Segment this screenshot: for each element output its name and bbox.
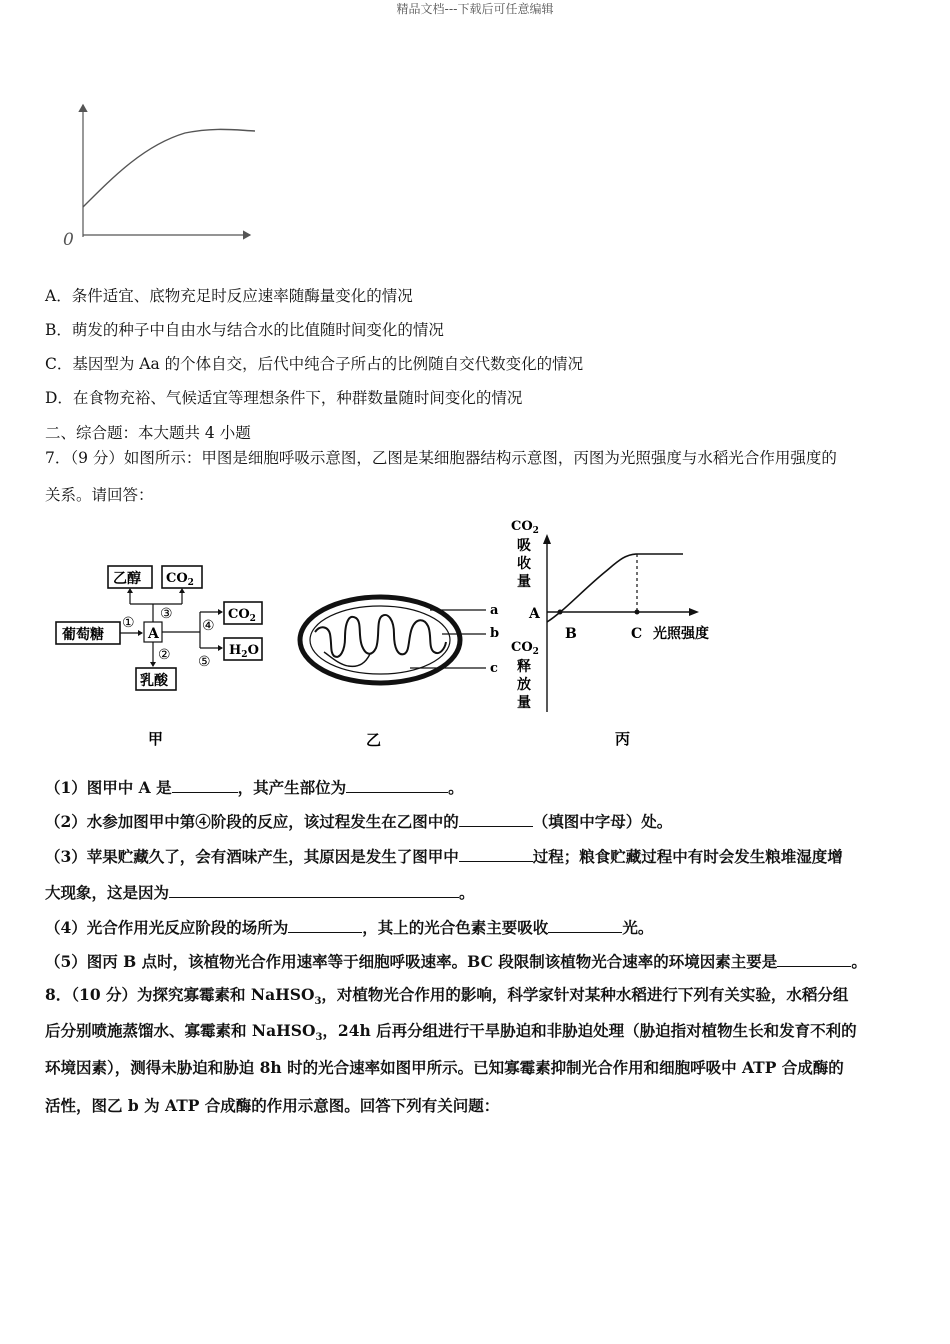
q7-sub5-text-b: 。 (851, 952, 867, 971)
co2-down-label: CO (511, 640, 533, 655)
q8-line2 (45, 1021, 857, 1048)
label-c: c (490, 661, 498, 676)
ethanol-label: 乙醇 (113, 571, 141, 587)
blank-3b[interactable] (169, 881, 459, 898)
x-axis-label: 光照强度 (653, 626, 709, 642)
header-watermark: 精品文档---下载后可任意编辑 (396, 2, 554, 16)
down-2: 放 (517, 677, 531, 693)
caption-bing: 丙 (615, 730, 631, 748)
q8-line3: 环境因素），测得未胁迫和胁迫 8h 时的光合速率如图甲所示。已知寡霉素抑制光合作用和细胞呼吸中 ATP 合成酶的 (45, 1058, 844, 1077)
q8-line1-a: 8．（10 分）为探究寡霉素和 NaHSO (45, 985, 315, 1004)
q7-sub4-text-b: ，其上的光合色素主要吸收 (362, 918, 549, 937)
caption-yi: 乙 (366, 731, 382, 749)
q7-sub3-text-c: 大现象，这是因为 (45, 883, 170, 902)
option-a: A．条件适宜、底物充足时反应速率随酶量变化的情况 (45, 287, 413, 305)
q7-sub3-text-a: （3）苹果贮藏久了，会有酒味产生，其原因是发生了图甲中 (45, 847, 459, 866)
q7-sub3 (45, 845, 843, 867)
blank-3a[interactable] (459, 845, 533, 862)
node-a-label: A (148, 626, 159, 642)
co2-up-sub: 2 (532, 526, 539, 536)
blank-5[interactable] (777, 950, 851, 967)
q7-sub5-text-a: （5）图丙 B 点时，该植物光合作用速率等于细胞呼吸速率。BC 段限制该植物光合速率的环境因素主要是 (45, 952, 778, 971)
down-1: 释 (517, 659, 531, 675)
co2-right-label: CO (228, 607, 250, 622)
co2-down-sub: 2 (532, 647, 539, 657)
step-3: ③ (160, 606, 173, 622)
q7-sub1-text-b: ，其产生部位为 (237, 778, 347, 797)
up-1: 吸 (517, 538, 531, 554)
blank-1b[interactable] (346, 776, 448, 793)
option-b: B．萌发的种子中自由水与结合水的比值随时间变化的情况 (45, 321, 444, 339)
q7-sub5 (45, 950, 867, 972)
h2o-o: O (247, 643, 259, 658)
point-a: A (529, 606, 540, 622)
co2-right-sub: 2 (249, 614, 256, 624)
h2o-label: H (229, 643, 242, 658)
origin-label: 0 (63, 230, 74, 250)
blank-1a[interactable] (172, 776, 238, 793)
point-c: C (631, 626, 643, 642)
option-d: D．在食物充裕、气候适宜等理想条件下，种群数量随时间变化的情况 (45, 389, 523, 407)
step-5: ⑤ (198, 654, 211, 670)
q7-sub3-cont (45, 881, 475, 903)
option-c: C．基因型为 Aa 的个体自交，后代中纯合子所占的比例随自交代数变化的情况 (45, 355, 584, 373)
q7-sub1-text-c: 。 (448, 778, 464, 797)
q7-sub4-text-c: 光。 (622, 918, 654, 937)
q7-sub4 (45, 916, 653, 938)
q7-sub2-text-a: （2）水参加图甲中第④阶段的反应，该过程发生在乙图中的 (45, 812, 459, 831)
label-a: a (490, 603, 499, 618)
figure-yi-mitochondrion (290, 590, 510, 760)
q7-sub2-text-b: （填图中字母）处。 (532, 812, 673, 831)
blank-2[interactable] (459, 810, 533, 827)
q7-line1: 7．（9 分）如图所示：甲图是细胞呼吸示意图，乙图是某细胞器结构示意图，丙图为光照强度与水稻光合作用强度的 (45, 449, 837, 467)
q7-sub4-text-a: （4）光合作用光反应阶段的场所为 (45, 918, 289, 937)
q8-line2-a: 后分别喷施蒸馏水、寡霉素和 NaHSO (45, 1021, 316, 1040)
q8-line1-sub: 3 (314, 996, 322, 1008)
q8-line2-b: ，24h 后再分组进行干旱胁迫和非胁迫处理（胁迫指对植物生长和发育不利的 (322, 1021, 857, 1040)
up-2: 收 (517, 556, 531, 572)
figure-jia-respiration (50, 560, 280, 760)
point-b: B (565, 626, 577, 642)
up-3: 量 (517, 574, 531, 590)
top-curve-graph (55, 95, 270, 255)
q7-sub3-text-b: 过程；粮食贮藏过程中有时会发生粮堆湿度增 (532, 847, 843, 866)
down-3: 量 (517, 695, 531, 711)
svg-text:CO2 (511, 640, 539, 657)
blank-4a[interactable] (288, 916, 362, 933)
blank-4b[interactable] (548, 916, 622, 933)
q8-line1 (45, 985, 848, 1012)
q7-sub1-text-a: （1）图甲中 A 是 (45, 778, 172, 797)
figure-bing-light-curve (505, 512, 735, 752)
co2-top-label: CO (166, 571, 188, 586)
step-1: ① (122, 615, 135, 631)
q8-line2-sub: 3 (315, 1032, 323, 1044)
q7-sub1 (45, 776, 464, 798)
saturation-curve (83, 129, 255, 207)
lactic-label: 乳酸 (140, 673, 168, 689)
co2-top-sub: 2 (187, 578, 194, 588)
q8-line4: 活性，图乙 b 为 ATP 合成酶的作用示意图。回答下列有关问题： (45, 1096, 500, 1115)
step-4: ④ (202, 618, 215, 634)
glucose-label: 葡萄糖 (62, 627, 104, 643)
step-2: ② (158, 647, 171, 663)
svg-text:CO2 (511, 519, 539, 536)
co2-up-label: CO (511, 519, 533, 534)
q7-sub3-text-d: 。 (459, 883, 475, 902)
h2o-sub: 2 (241, 650, 248, 660)
q8-line1-b: ，对植物光合作用的影响，科学家针对某种水稻进行下列有关实验，水稻分组 (321, 985, 849, 1004)
caption-jia: 甲 (148, 730, 164, 748)
section-heading: 二、综合题：本大题共 4 小题 (45, 424, 251, 442)
q7-line2: 关系。请回答： (45, 486, 154, 504)
q7-sub2 (45, 810, 672, 832)
label-b: b (490, 626, 500, 641)
